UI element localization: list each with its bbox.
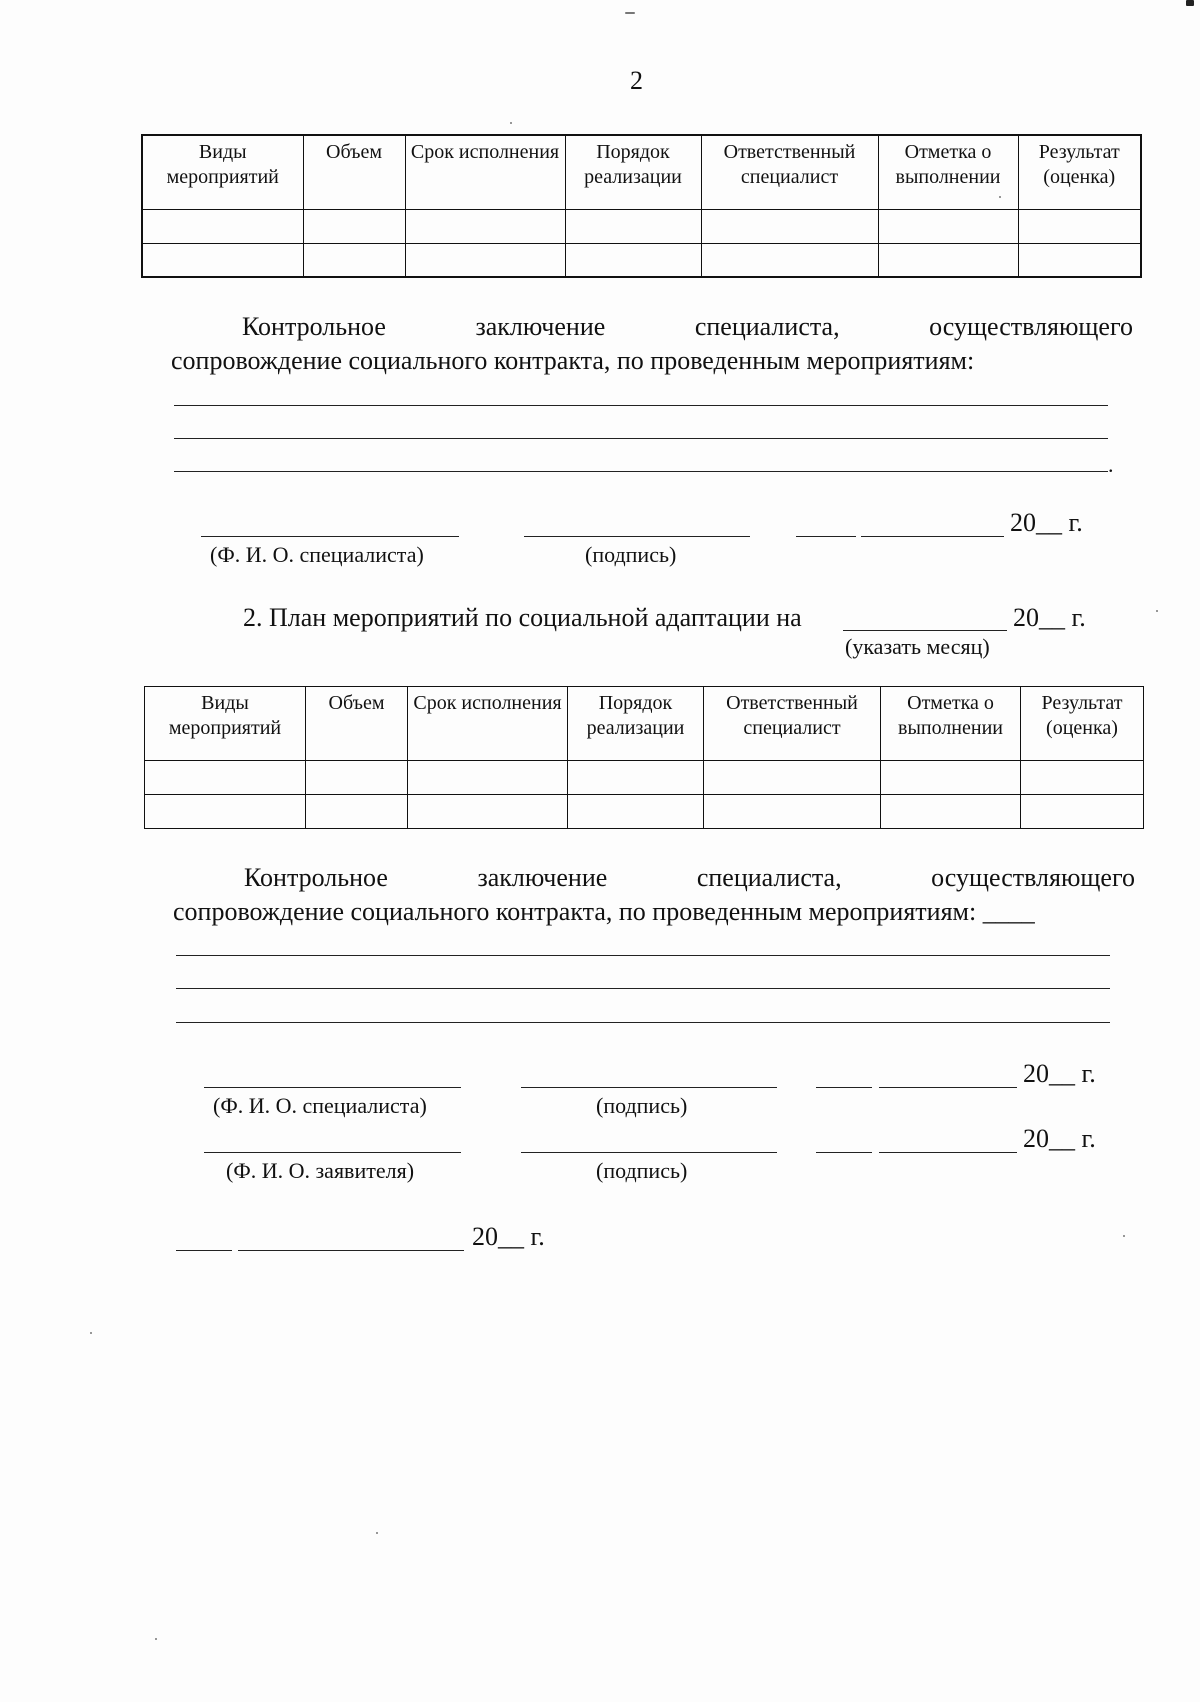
table-cell	[1018, 209, 1141, 243]
table-cell	[306, 795, 408, 829]
day-blank	[816, 1087, 872, 1088]
word: специалиста,	[694, 312, 840, 341]
fio-caption-specialist: (Ф. И. О. специалиста)	[213, 1093, 427, 1118]
table-cell	[1021, 761, 1144, 795]
table-header-row	[145, 687, 1144, 761]
scan-speck	[625, 12, 635, 14]
conclusion-paragraph-1	[171, 310, 1133, 378]
signature-blank	[524, 536, 750, 537]
signature-blank	[521, 1087, 777, 1088]
header-cell: Порядок реализации	[568, 687, 704, 761]
table-cell	[303, 209, 405, 243]
word: Контрольное	[244, 863, 388, 892]
signature-caption: (подпись)	[596, 1158, 688, 1183]
table-cell	[142, 209, 303, 243]
header-cell: Объем	[303, 135, 405, 209]
table-cell	[568, 795, 704, 829]
table-cell	[405, 209, 565, 243]
day-blank	[816, 1152, 872, 1153]
header-cell: Объем	[306, 687, 408, 761]
day-blank	[176, 1250, 232, 1251]
table-cell	[1021, 795, 1144, 829]
fill-line	[174, 438, 1108, 439]
header-cell: Порядок реализации	[565, 135, 701, 209]
header-cell: Отметка о выполнении	[878, 135, 1018, 209]
scan-speck	[999, 196, 1001, 198]
date-year: 20__ г.	[1010, 508, 1083, 537]
table-cell	[303, 243, 405, 277]
month-blank	[879, 1152, 1017, 1153]
month-blank	[879, 1087, 1017, 1088]
final-date-year: 20__ г.	[472, 1222, 545, 1251]
fio-blank	[201, 536, 459, 537]
signature-caption: (подпись)	[585, 542, 677, 567]
fill-line	[176, 1022, 1110, 1023]
fio-blank	[204, 1087, 461, 1088]
word: заключение	[477, 863, 608, 892]
fill-line	[176, 955, 1110, 956]
table-cell	[701, 243, 878, 277]
month-blank	[861, 536, 1004, 537]
table-cell	[142, 243, 303, 277]
word: специалиста,	[696, 863, 842, 892]
table-cell	[565, 243, 701, 277]
table-cell	[1018, 243, 1141, 277]
table-cell	[306, 761, 408, 795]
scan-speck	[1123, 1235, 1125, 1237]
conclusion-line-1	[173, 861, 1135, 895]
table-row	[142, 209, 1141, 243]
table-header-row	[142, 135, 1141, 209]
table-cell	[145, 795, 306, 829]
table-cell	[704, 795, 881, 829]
table-cell	[565, 209, 701, 243]
signature-caption: (подпись)	[596, 1093, 688, 1118]
scan-speck	[376, 1532, 378, 1534]
table-cell	[878, 209, 1018, 243]
header-cell: Виды мероприятий	[142, 135, 303, 209]
table-row	[142, 243, 1141, 277]
day-blank	[796, 536, 856, 537]
table-cell	[405, 243, 565, 277]
month-blank	[843, 630, 1007, 631]
scan-speck	[1156, 610, 1158, 612]
fio-blank	[204, 1152, 461, 1153]
conclusion-line-2: сопровождение социального контракта, по проведенным мероприятиям:	[171, 346, 975, 375]
header-cell: Срок исполнения	[405, 135, 565, 209]
date-year: 20__ г.	[1023, 1059, 1096, 1088]
table-row	[145, 761, 1144, 795]
table-cell	[408, 795, 568, 829]
word: осуществляющего	[931, 863, 1135, 892]
header-cell: Ответственный специалист	[701, 135, 878, 209]
table-cell	[568, 761, 704, 795]
word: Контрольное	[242, 312, 386, 341]
table-cell	[878, 243, 1018, 277]
month-caption: (указать месяц)	[845, 634, 990, 659]
plan-year: 20__ г.	[1013, 603, 1086, 632]
header-cell: Виды мероприятий	[145, 687, 306, 761]
month-blank	[238, 1250, 464, 1251]
fio-caption-applicant: (Ф. И. О. заявителя)	[226, 1158, 415, 1183]
plan-title: 2. План мероприятий по социальной адаптации на	[243, 603, 802, 632]
table-cell	[881, 761, 1021, 795]
header-cell: Ответственный специалист	[704, 687, 881, 761]
scan-speck	[155, 1638, 157, 1640]
table-cell	[408, 761, 568, 795]
fill-line	[174, 405, 1108, 406]
table-cell	[701, 209, 878, 243]
table-cell	[881, 795, 1021, 829]
scan-speck	[1186, 0, 1194, 6]
page-number: 2	[630, 66, 643, 95]
activities-table-1	[141, 134, 1142, 278]
activities-table-2	[144, 686, 1144, 829]
conclusion-line-1	[171, 310, 1133, 344]
word: осуществляющего	[929, 312, 1133, 341]
header-cell: Срок исполнения	[408, 687, 568, 761]
date-year: 20__ г.	[1023, 1124, 1096, 1153]
word: заключение	[475, 312, 606, 341]
scan-speck	[90, 1332, 92, 1334]
fill-line	[174, 471, 1108, 472]
table-row	[145, 795, 1144, 829]
fill-line	[176, 988, 1110, 989]
table-cell	[145, 761, 306, 795]
header-cell: Результат (оценка)	[1018, 135, 1141, 209]
fio-caption: (Ф. И. О. специалиста)	[210, 542, 424, 567]
signature-blank	[521, 1152, 777, 1153]
conclusion-line-2: сопровождение социального контракта, по проведенным мероприятиям: ____	[173, 897, 1035, 926]
table-cell	[704, 761, 881, 795]
scan-speck	[510, 122, 512, 124]
conclusion-paragraph-2	[173, 861, 1135, 929]
end-dot: .	[1108, 452, 1114, 477]
header-cell: Результат (оценка)	[1021, 687, 1144, 761]
header-cell: Отметка о выполнении	[881, 687, 1021, 761]
